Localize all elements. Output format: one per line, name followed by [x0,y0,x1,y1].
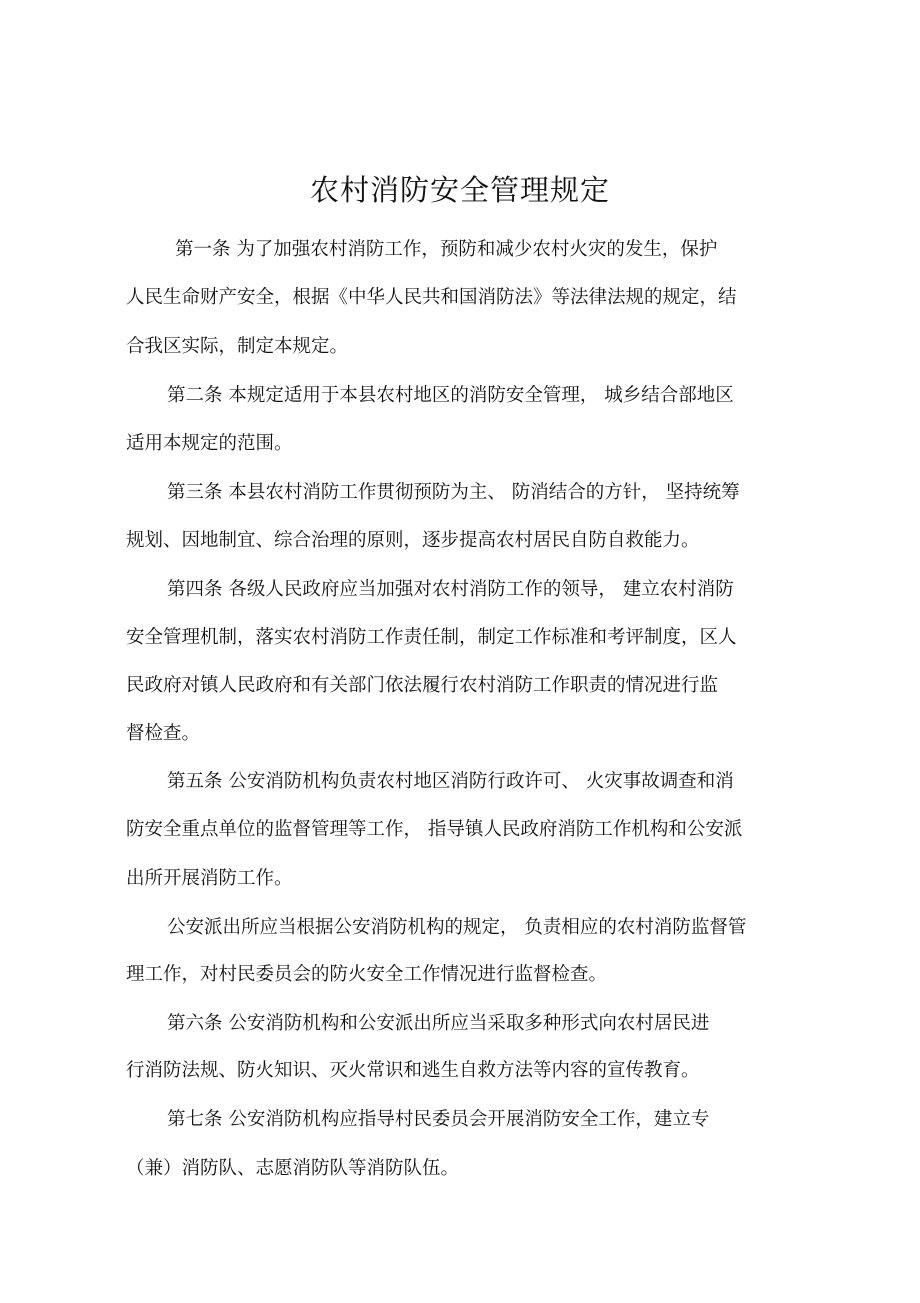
text-line: 第七条 公安消防机构应指导村民委员会开展消防安全工作，建立专 [167,1109,710,1130]
text-line: 第四条 各级人民政府应当加强对农村消防工作的领导， 建立农村消防 [167,579,734,600]
text-line: 出所开展消防工作。 [126,868,293,889]
text-line: 行消防法规、防火知识、灭火常识和逃生自救方法等内容的宣传教育。 [126,1060,700,1081]
text-line: 民政府对镇人民政府和有关部门依法履行农村消防工作职责的情况进行监 [126,675,719,696]
text-line: 适用本规定的范围。 [126,433,293,454]
text-line: 理工作，对村民委员会的防火安全工作情况进行监督检查。 [126,964,608,985]
text-line: 防安全重点单位的监督管理等工作， 指导镇人民政府消防工作机构和公安派 [126,819,743,840]
text-line: 安全管理机制，落实农村消防工作责任制，制定工作标准和考评制度，区人 [126,627,737,648]
text-line: 第一条 为了加强农村消防工作，预防和减少农村火灾的发生，保护 [175,239,718,260]
document-title: 农村消防安全管理规定 [309,173,610,207]
text-line: 公安派出所应当根据公安消防机构的规定， 负责相应的农村消防监督管 [167,917,747,938]
text-line: 第三条 本县农村消防工作贯彻预防为主、 防消结合的方针， 坚持统筹 [167,482,740,503]
text-line: 督检查。 [126,723,201,744]
text-line: 合我区实际，制定本规定。 [126,336,349,357]
text-line: 第六条 公安消防机构和公安派出所应当采取多种形式向农村居民进 [167,1013,710,1034]
text-line: 第五条 公安消防机构负责农村地区消防行政许可、 火灾事故调查和消 [167,771,734,792]
text-line: 规划、因地制宜、综合治理的原则，逐步提高农村居民自防自救能力。 [126,530,700,551]
text-line: 人民生命财产安全，根据《中华人民共和国消防法》等法律法规的规定，结 [126,287,737,308]
text-line: （兼）消防队、志愿消防队等消防队伍。 [126,1158,460,1179]
text-line: 第二条 本规定适用于本县农村地区的消防安全管理， 城乡结合部地区 [167,385,734,406]
